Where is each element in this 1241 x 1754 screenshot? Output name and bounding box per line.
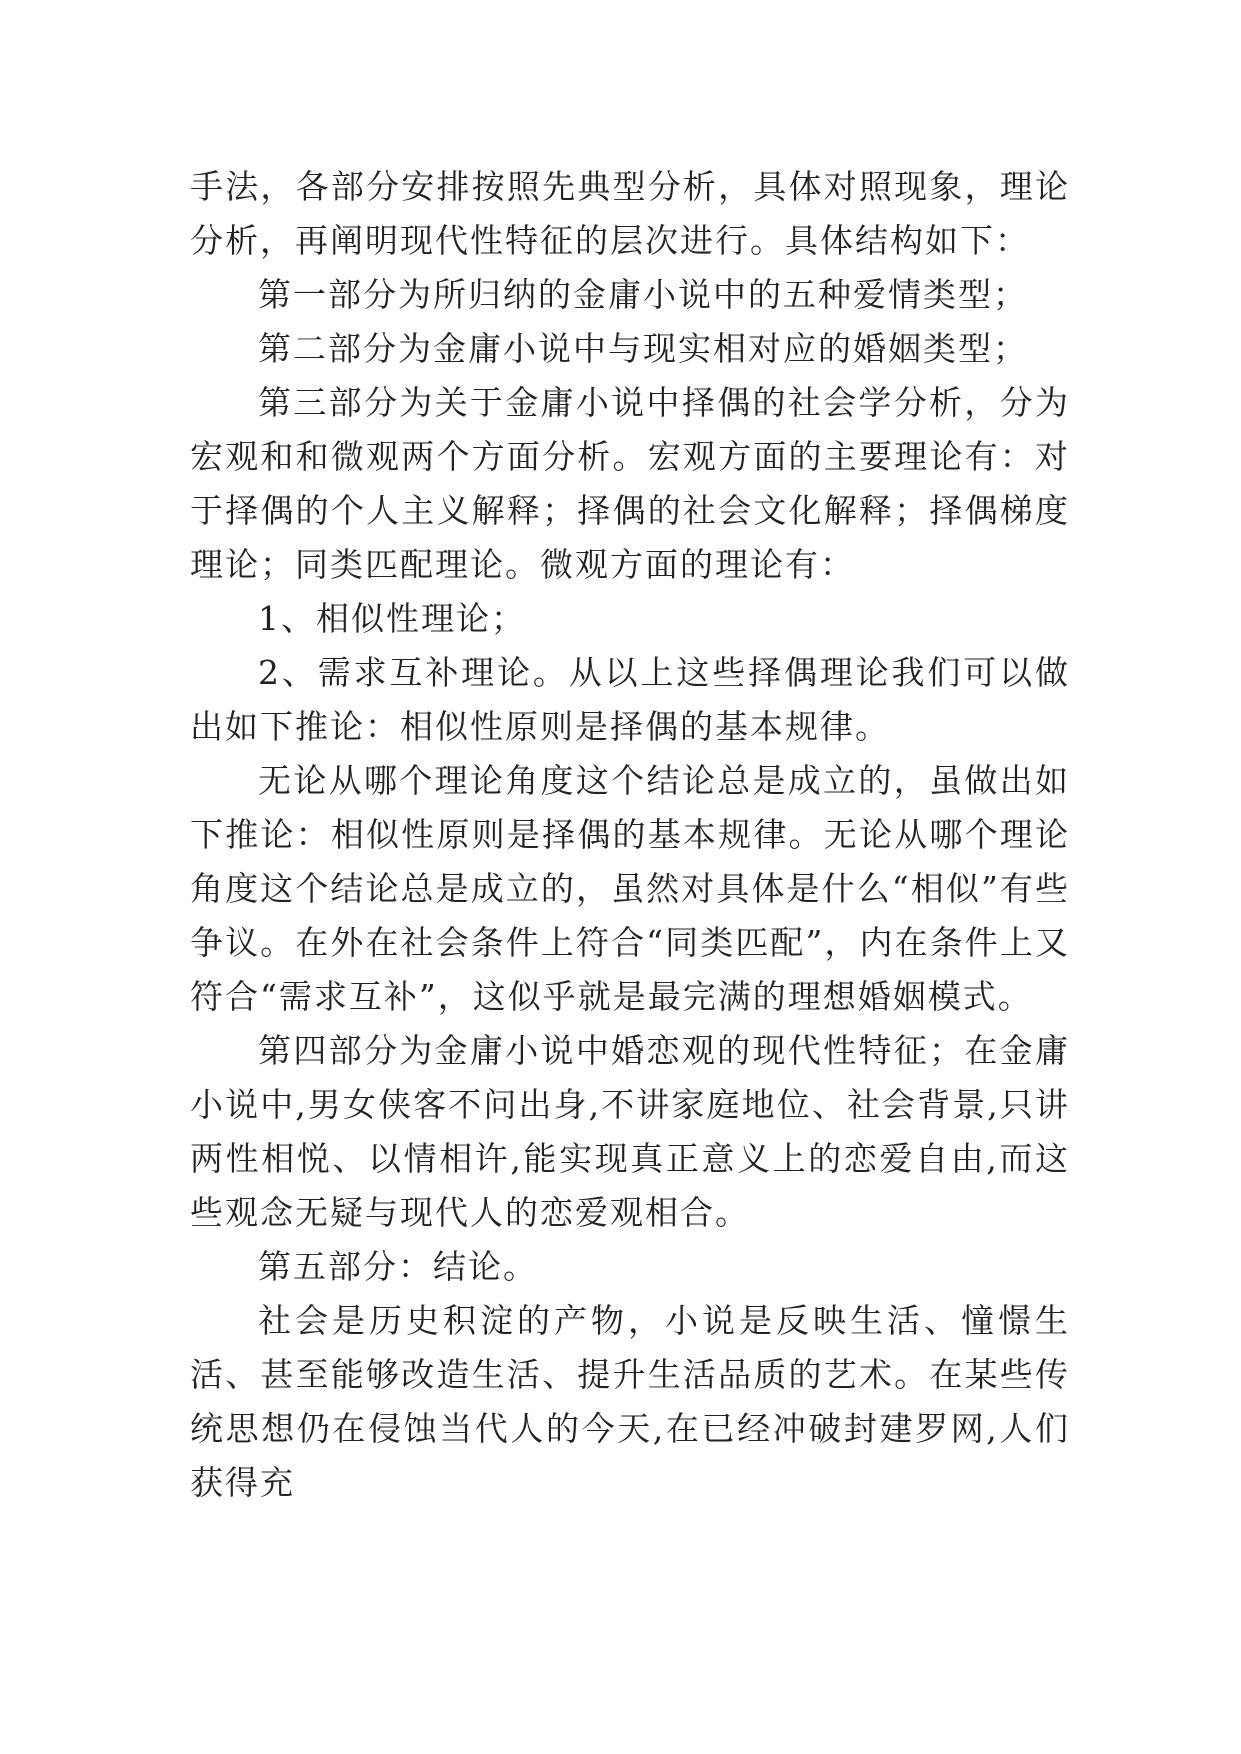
paragraph: 第一部分为所归纳的金庸小说中的五种爱情类型； bbox=[258, 275, 1028, 314]
paragraph: 1、相似性理论； bbox=[258, 599, 526, 638]
paragraph: 社会是历史积淀的产物，小说是反映生活、憧憬生活、甚至能够改造生活、提升生活品质的艺术。在某些传统思想仍在侵蚀当代人的今天,在已经冲破封建罗网,人们获得充 bbox=[190, 1301, 1070, 1502]
body-text bbox=[190, 160, 1070, 1510]
paragraph: 无论从哪个理论角度这个结论总是成立的，虽做出如下推论：相似性原则是择偶的基本规律。无论从哪个理论角度这个结论总是成立的，虽然对具体是什么“相似”有些争议。在外在社会条件上符合“同类匹配”，内在条件上又符合“需求互补”，这似乎就是最完满的理想婚姻模式。 bbox=[190, 761, 1070, 1016]
paragraph: 第四部分为金庸小说中婚恋观的现代性特征；在金庸小说中,男女侠客不问出身,不讲家庭地位、社会背景,只讲两性相悦、以情相许,能实现真正意义上的恋爱自由,而这些观念无疑与现代人的恋爱观相合。 bbox=[190, 1031, 1070, 1232]
paragraph: 第五部分：结论。 bbox=[258, 1247, 538, 1286]
paragraph: 第三部分为关于金庸小说中择偶的社会学分析，分为宏观和和微观两个方面分析。宏观方面的主要理论有：对于择偶的个人主义解释；择偶的社会文化解释；择偶梯度理论；同类匹配理论。微观方面的理论有： bbox=[190, 383, 1070, 584]
paragraph: 手法，各部分安排按照先典型分析，具体对照现象，理论分析，再阐明现代性特征的层次进行。具体结构如下： bbox=[190, 167, 1070, 260]
paragraph: 2、需求互补理论。从以上这些择偶理论我们可以做出如下推论：相似性原则是择偶的基本规律。 bbox=[190, 653, 1070, 746]
paragraph: 第二部分为金庸小说中与现实相对应的婚姻类型； bbox=[258, 329, 1028, 368]
